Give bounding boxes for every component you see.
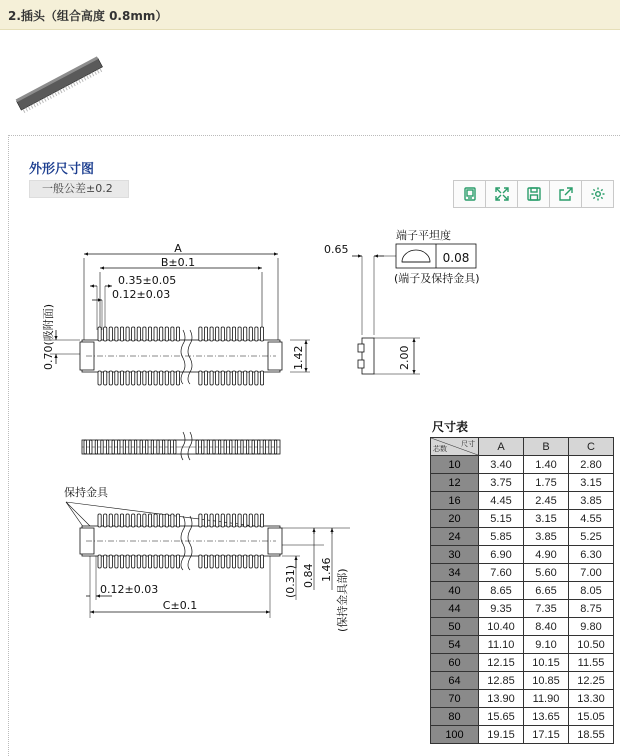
terminal-pin [143, 555, 146, 568]
terminal-pin [126, 371, 129, 385]
dim-c-cell: 3.85 [569, 492, 614, 510]
terminal-pin [232, 327, 235, 341]
tolerance-badge: 一般公差±0.2 [29, 180, 129, 198]
dim-a-cell: 10.40 [479, 618, 524, 636]
dim-c-cell: 7.00 [569, 564, 614, 582]
dim-a-cell: 3.75 [479, 474, 524, 492]
dim-b-cell: 13.65 [524, 708, 569, 726]
terminal-pin [115, 555, 118, 568]
dim-pitch-label: 0.35±0.05 [118, 274, 177, 287]
pin-count-cell: 64 [431, 672, 479, 690]
terminal-pin [210, 514, 213, 527]
dim-b-cell: 11.90 [524, 690, 569, 708]
terminal-pin [204, 327, 207, 341]
dim-c-cell: 11.55 [569, 654, 614, 672]
dim-b-cell: 7.35 [524, 600, 569, 618]
dim-a-cell: 11.10 [479, 636, 524, 654]
dim-c-cell: 13.30 [569, 690, 614, 708]
dim-c-cell: 12.25 [569, 672, 614, 690]
terminal-pin [123, 440, 125, 454]
dim-200-label: 2.00 [398, 345, 411, 370]
terminal-pin [129, 440, 131, 454]
terminal-pin [238, 327, 241, 341]
terminal-pin [204, 514, 207, 527]
terminal-pin [137, 555, 140, 568]
dim-b-cell: 5.60 [524, 564, 569, 582]
terminal-pin [118, 440, 120, 454]
table-row [431, 528, 614, 546]
terminal-pin [216, 327, 219, 341]
terminal-pin [154, 514, 157, 527]
pin-count-cell: 60 [431, 654, 479, 672]
terminal-pin [244, 555, 247, 568]
table-title: 尺寸表 [432, 420, 469, 434]
terminal-pin [148, 514, 151, 527]
terminal-pin [104, 555, 107, 568]
terminal-pin [132, 327, 135, 341]
hold-label: 保持金具 [64, 486, 108, 499]
terminal-pin [244, 327, 247, 341]
table-row [431, 672, 614, 690]
terminal-pin [260, 514, 263, 527]
terminal-pin [258, 440, 260, 454]
dim-a-cell: 12.15 [479, 654, 524, 672]
corner-pins-label: 芯数 [433, 446, 447, 453]
terminal-pin [154, 327, 157, 341]
terminal-pin [146, 440, 148, 454]
dim-c-cell: 4.55 [569, 510, 614, 528]
column-header-b: B [524, 438, 569, 456]
table-row [431, 510, 614, 528]
terminal-pin [204, 555, 207, 568]
terminal-pin [148, 555, 151, 568]
top-view [50, 254, 310, 385]
terminal-pin [249, 555, 252, 568]
terminal-pin [109, 514, 112, 527]
terminal-pin [216, 555, 219, 568]
page-title: 2.插头（组合高度 0.8mm） [8, 9, 168, 23]
terminal-pin [148, 371, 151, 385]
table-row [431, 708, 614, 726]
terminal-pin [204, 371, 207, 385]
terminal-pin [202, 440, 204, 454]
terminal-pin [126, 555, 129, 568]
terminal-pin [199, 371, 202, 385]
dim-b-cell: 10.15 [524, 654, 569, 672]
table-row [431, 456, 614, 474]
terminal-pin [143, 327, 146, 341]
table-row [431, 690, 614, 708]
pin-count-cell: 24 [431, 528, 479, 546]
pin-count-cell: 12 [431, 474, 479, 492]
terminal-pin [165, 514, 168, 527]
terminal-pin [260, 371, 263, 385]
dim-c-cell: 8.75 [569, 600, 614, 618]
terminal-pin [98, 371, 101, 385]
column-header-a: A [479, 438, 524, 456]
terminal-pin [137, 327, 140, 341]
terminal-pin [109, 555, 112, 568]
terminal-pin [199, 514, 202, 527]
terminal-pin [98, 514, 101, 527]
pin-count-cell: 10 [431, 456, 479, 474]
terminal-pin [176, 555, 179, 568]
terminal-pin [269, 440, 271, 454]
hold-part-label: (保持金具部) [336, 568, 349, 632]
pin-count-cell: 34 [431, 564, 479, 582]
terminal-pin [210, 371, 213, 385]
table-corner-header [431, 438, 479, 456]
terminal-pin [213, 440, 215, 454]
terminal-pin [171, 327, 174, 341]
terminal-pin [218, 440, 220, 454]
terminal-pin [260, 555, 263, 568]
terminal-pin [216, 514, 219, 527]
terminal-pin [120, 327, 123, 341]
terminal-pin [221, 371, 224, 385]
terminal-pin [255, 514, 258, 527]
terminal-pin [143, 514, 146, 527]
dim-a-cell: 19.15 [479, 726, 524, 744]
terminal-pin [176, 514, 179, 527]
terminal-pin [227, 327, 230, 341]
terminal-pin [199, 327, 202, 341]
terminal-pin [132, 371, 135, 385]
dim-b-cell: 10.85 [524, 672, 569, 690]
dim-c-cell: 2.80 [569, 456, 614, 474]
terminal-pin [165, 371, 168, 385]
corner-size-label: 尺寸 [461, 441, 475, 448]
terminal-pin [255, 327, 258, 341]
terminal-pin [137, 514, 140, 527]
dim-012-bottom-label: 0.12±0.03 [100, 583, 159, 596]
terminal-pin [171, 514, 174, 527]
section-title: 外形尺寸图 [29, 162, 95, 177]
terminal-pin [238, 555, 241, 568]
terminal-pin [255, 555, 258, 568]
terminal-pin [165, 327, 168, 341]
dim-c-cell: 18.55 [569, 726, 614, 744]
terminal-pin [151, 440, 153, 454]
flatness-value: 0.08 [442, 251, 470, 265]
terminal-pin [249, 514, 252, 527]
terminal-pin [115, 514, 118, 527]
terminal-pin [132, 514, 135, 527]
terminal-pin [154, 555, 157, 568]
terminal-pin [95, 440, 97, 454]
table-row [431, 726, 614, 744]
flatness-title: 端子平坦度 [396, 229, 451, 242]
dim-a-cell: 13.90 [479, 690, 524, 708]
table-row [431, 582, 614, 600]
terminal-pin [263, 440, 265, 454]
terminal-pin [199, 555, 202, 568]
dim-a-label: A [174, 242, 182, 255]
dim-012-top-label: 0.12±0.03 [112, 288, 171, 301]
terminal-pin [143, 371, 146, 385]
terminal-pin [227, 371, 230, 385]
terminal-pin [227, 555, 230, 568]
terminal-pin [101, 440, 103, 454]
table-row [431, 492, 614, 510]
dim-c-cell: 9.80 [569, 618, 614, 636]
terminal-pin [162, 440, 164, 454]
dim-c-cell: 15.05 [569, 708, 614, 726]
table-row [431, 564, 614, 582]
terminal-pin [232, 514, 235, 527]
terminal-pin [109, 327, 112, 341]
dim-a-cell: 6.90 [479, 546, 524, 564]
pin-count-cell: 44 [431, 600, 479, 618]
terminal-pin [176, 371, 179, 385]
terminal-pin [98, 555, 101, 568]
dim-b-cell: 8.40 [524, 618, 569, 636]
terminal-pin [196, 440, 198, 454]
column-header-c: C [569, 438, 614, 456]
terminal-pin [126, 514, 129, 527]
terminal-pin [210, 327, 213, 341]
terminal-pin [232, 555, 235, 568]
pin-count-cell: 80 [431, 708, 479, 726]
terminal-pin [171, 371, 174, 385]
dim-070-label: 0.70(吸附面) [42, 303, 55, 370]
dim-142-label: 1.42 [292, 345, 305, 370]
terminal-pin [120, 555, 123, 568]
terminal-pin [160, 327, 163, 341]
dim-c-cell: 8.05 [569, 582, 614, 600]
dim-b-cell: 2.45 [524, 492, 569, 510]
terminal-pin [148, 327, 151, 341]
dim-b-cell: 4.90 [524, 546, 569, 564]
terminal-pin [104, 371, 107, 385]
dim-a-cell: 9.35 [479, 600, 524, 618]
dim-c-cell: 5.25 [569, 528, 614, 546]
terminal-pin [227, 514, 230, 527]
dim-a-cell: 7.60 [479, 564, 524, 582]
dim-b-cell: 6.65 [524, 582, 569, 600]
dim-031-label: (0.31) [284, 564, 297, 598]
terminal-pin [160, 555, 163, 568]
dim-b-label: B±0.1 [160, 256, 196, 269]
dim-a-cell: 12.85 [479, 672, 524, 690]
table-row [431, 654, 614, 672]
dim-a-cell: 8.65 [479, 582, 524, 600]
table-row [431, 546, 614, 564]
dim-a-cell: 5.15 [479, 510, 524, 528]
terminal-pin [137, 371, 140, 385]
dim-c-label: C±0.1 [162, 599, 198, 612]
bottom-view [66, 502, 350, 618]
dim-084-label: 0.84 [302, 563, 315, 588]
terminal-pin [216, 371, 219, 385]
terminal-pin [168, 440, 170, 454]
terminal-pin [106, 440, 108, 454]
terminal-pin [252, 440, 254, 454]
dimension-table [430, 437, 614, 744]
dim-b-cell: 1.40 [524, 456, 569, 474]
terminal-pin [274, 440, 276, 454]
dim-b-cell: 1.75 [524, 474, 569, 492]
terminal-pin [115, 327, 118, 341]
terminal-pin [171, 555, 174, 568]
table-row [431, 600, 614, 618]
terminal-pin [160, 514, 163, 527]
terminal-pin [176, 327, 179, 341]
pin-count-cell: 50 [431, 618, 479, 636]
pin-count-cell: 16 [431, 492, 479, 510]
terminal-pin [104, 514, 107, 527]
terminal-pin [90, 440, 92, 454]
terminal-pin [120, 371, 123, 385]
terminal-pin [157, 440, 159, 454]
terminal-pin [174, 440, 176, 454]
terminal-pin [120, 514, 123, 527]
dim-b-cell: 3.15 [524, 510, 569, 528]
terminal-pin [154, 371, 157, 385]
pin-count-cell: 20 [431, 510, 479, 528]
dim-c-cell: 10.50 [569, 636, 614, 654]
terminal-pin [160, 371, 163, 385]
terminal-pin [249, 327, 252, 341]
table-row [431, 618, 614, 636]
terminal-pin [104, 327, 107, 341]
dim-146-label: 1.46 [320, 557, 333, 582]
table-row [431, 636, 614, 654]
table-row [431, 474, 614, 492]
dim-b-cell: 3.85 [524, 528, 569, 546]
dim-065-label: 0.65 [324, 243, 349, 256]
terminal-pin [221, 555, 224, 568]
terminal-pin [235, 440, 237, 454]
terminal-pin [115, 371, 118, 385]
terminal-pin [249, 371, 252, 385]
terminal-pin [126, 327, 129, 341]
terminal-pin [244, 371, 247, 385]
terminal-pin [165, 555, 168, 568]
dim-b-cell: 17.15 [524, 726, 569, 744]
pin-count-cell: 100 [431, 726, 479, 744]
terminal-pin [238, 514, 241, 527]
terminal-pin [238, 371, 241, 385]
terminal-pin [112, 440, 114, 454]
terminal-pin [230, 440, 232, 454]
terminal-pin [221, 327, 224, 341]
terminal-pin [210, 555, 213, 568]
dim-a-cell: 4.45 [479, 492, 524, 510]
terminal-pin [98, 327, 101, 341]
dim-c-cell: 3.15 [569, 474, 614, 492]
pin-count-cell: 40 [431, 582, 479, 600]
pin-count-cell: 30 [431, 546, 479, 564]
terminal-pin [132, 555, 135, 568]
terminal-pin [207, 440, 209, 454]
terminal-pin [221, 514, 224, 527]
terminal-pin [224, 440, 226, 454]
pin-count-cell: 70 [431, 690, 479, 708]
dim-a-cell: 3.40 [479, 456, 524, 474]
dim-c-cell: 6.30 [569, 546, 614, 564]
dim-b-cell: 9.10 [524, 636, 569, 654]
terminal-pin [246, 440, 248, 454]
dim-a-cell: 5.85 [479, 528, 524, 546]
terminal-pin [109, 371, 112, 385]
terminal-pin [255, 371, 258, 385]
front-view [82, 432, 280, 460]
dim-a-cell: 15.65 [479, 708, 524, 726]
terminal-pin [260, 327, 263, 341]
terminal-pin [140, 440, 142, 454]
terminal-pin [232, 371, 235, 385]
terminal-pin [134, 440, 136, 454]
flatness-note: (端子及保持金具) [394, 272, 480, 285]
terminal-pin [84, 440, 86, 454]
pin-count-cell: 54 [431, 636, 479, 654]
terminal-pin [244, 514, 247, 527]
terminal-pin [241, 440, 243, 454]
